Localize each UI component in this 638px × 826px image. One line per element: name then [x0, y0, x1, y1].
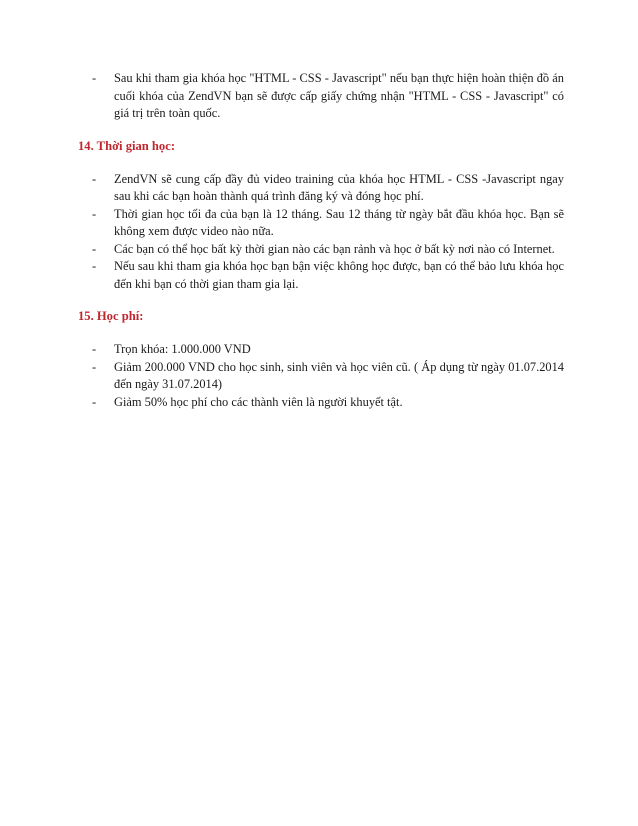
- section-14-bullet-list: [78, 171, 564, 294]
- list-item: [78, 258, 564, 293]
- list-item-text: Trọn khóa: 1.000.000 VND: [114, 342, 251, 356]
- list-item: [78, 359, 564, 394]
- list-item-text: Giảm 50% học phí cho các thành viên là người khuyết tật.: [114, 394, 403, 409]
- list-item-text: Sau khi tham gia khóa học "HTML - CSS - Javascript" nếu bạn thực hiện hoàn thiện đồ án cuối khóa của ZendVN bạn sẽ được cấp giấy chứng nhận "HTML - CSS - Javascript" có giá trị trên toàn quốc.: [114, 71, 564, 120]
- list-item-text: Nếu sau khi tham gia khóa học bạn bận việc không học được, bạn có thể bảo lưu khóa học đến khi bạn có thời gian tham gia lại.: [114, 259, 564, 291]
- intro-bullet-list: [78, 70, 564, 123]
- list-item: [78, 341, 564, 359]
- bullet-dash: -: [92, 241, 97, 256]
- section-heading-14: 14. Thời gian học:: [78, 138, 176, 153]
- bullet-dash: -: [92, 342, 97, 356]
- list-item-text: Các bạn có thể học bất kỳ thời gian nào các bạn rảnh và học ở bất kỳ nơi nào có Internet.: [114, 241, 555, 256]
- section-heading-15: 15. Học phí:: [78, 309, 144, 323]
- section-15-bullet-list: [78, 341, 564, 411]
- list-item: [78, 241, 564, 259]
- bullet-dash: -: [92, 259, 97, 273]
- bullet-dash: -: [92, 394, 97, 409]
- list-item-text: ZendVN sẽ cung cấp đầy đủ video training của khóa học HTML - CSS -Javascript ngay sau khi các bạn hoàn thành quá trình đăng ký và đóng học phí.: [114, 171, 564, 203]
- list-item-text: Thời gian học tối đa của bạn là 12 tháng. Sau 12 tháng từ ngày bắt đầu khóa học. Bạn sẽ không xem được video nào nữa.: [114, 206, 564, 238]
- bullet-dash: -: [92, 359, 97, 374]
- list-item-text: Giảm 200.000 VND cho học sinh, sinh viên và học viên cũ. ( Áp dụng từ ngày 01.07.2014 đến ngày 31.07.2014): [114, 359, 564, 391]
- list-item: [78, 394, 564, 412]
- list-item: [78, 171, 564, 206]
- bullet-dash: -: [92, 171, 97, 186]
- list-item: [78, 206, 564, 241]
- bullet-dash: -: [92, 71, 97, 85]
- list-item: [78, 70, 564, 123]
- page-content: [78, 70, 564, 411]
- bullet-dash: -: [92, 206, 97, 221]
